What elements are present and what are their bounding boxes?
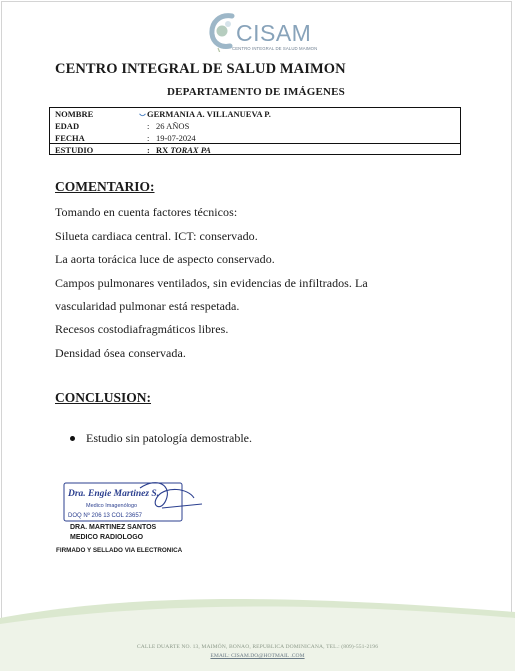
info-value: : 19-07-2024 [147,133,196,143]
info-label: NOMBRE [55,109,94,119]
info-value [147,108,271,120]
stamp-id: DOQ Nº 206 13 COL 23657 [68,513,143,519]
info-value: : 26 AÑOS [147,121,190,131]
study-type: RX [156,145,169,155]
info-label: ESTUDIO [55,145,94,155]
tick-mark-icon [139,113,146,117]
logo-subtitle: CENTRO INTEGRAL DE SALUD MAIMON [232,46,318,51]
signature-note: FIRMADO Y SELLADO VIA ELECTRONICA [56,547,183,554]
patient-name: GERMANIA A. VILLANUEVA P. [147,109,271,119]
signer-name: DRA. MARTINEZ SANTOS [70,524,157,531]
study-date: 19-07-2024 [156,133,196,143]
finding-line: Campos pulmonares ventilados, sin evidencias de infiltrados. La [55,276,368,290]
patient-info-table [49,107,461,155]
info-row-nombre [50,108,460,120]
study-view: TORAX PA [170,145,211,155]
logo-wordmark: CISAM [236,20,312,46]
finding-line: Tomando en cuenta factores técnicos: [55,205,238,219]
finding-line: Silueta cardiaca central. ICT: conservado. [55,229,258,243]
signer-role: MEDICO RADIOLOGO [70,534,144,541]
footer-email-link[interactable]: EMAIL: CISAM.DO@HOTMAIL .COM [210,653,305,659]
conclusion-item: Estudio sin patología demostrable. [86,431,252,445]
info-row-edad [50,120,460,132]
footer-address: CALLE DUARTE NO. 13, MAIMÓN, BONAO, REPUBLICA DOMINICANA, TEL.: (809)-551-2196 [136,644,379,650]
bullet-icon [70,436,75,441]
stamp-name: Dra. Engie Martinez S. [68,489,160,499]
patient-age: 26 AÑOS [156,121,190,131]
cisam-logo [206,12,326,54]
conclusion-heading: CONCLUSION: [55,390,152,405]
finding-line: Recesos costodiafragmáticos libres. [55,322,229,336]
center-title: CENTRO INTEGRAL DE SALUD MAIMON [55,61,346,77]
finding-line: Densidad ósea conservada. [55,346,186,360]
department-title: DEPARTAMENTO DE IMÁGENES [167,86,345,98]
finding-line: La aorta torácica luce de aspecto conservado. [55,252,275,266]
comentario-heading: COMENTARIO: [55,179,155,194]
info-value: : RX TORAX PA [147,145,211,155]
finding-line: vascularidad pulmonar está respetada. [55,299,240,313]
info-label: FECHA [55,133,85,143]
stamp-title: Medico Imagenólogo [86,503,138,509]
signature-stamp [62,478,204,524]
info-label: EDAD [55,121,80,131]
info-row-estudio [50,143,460,156]
